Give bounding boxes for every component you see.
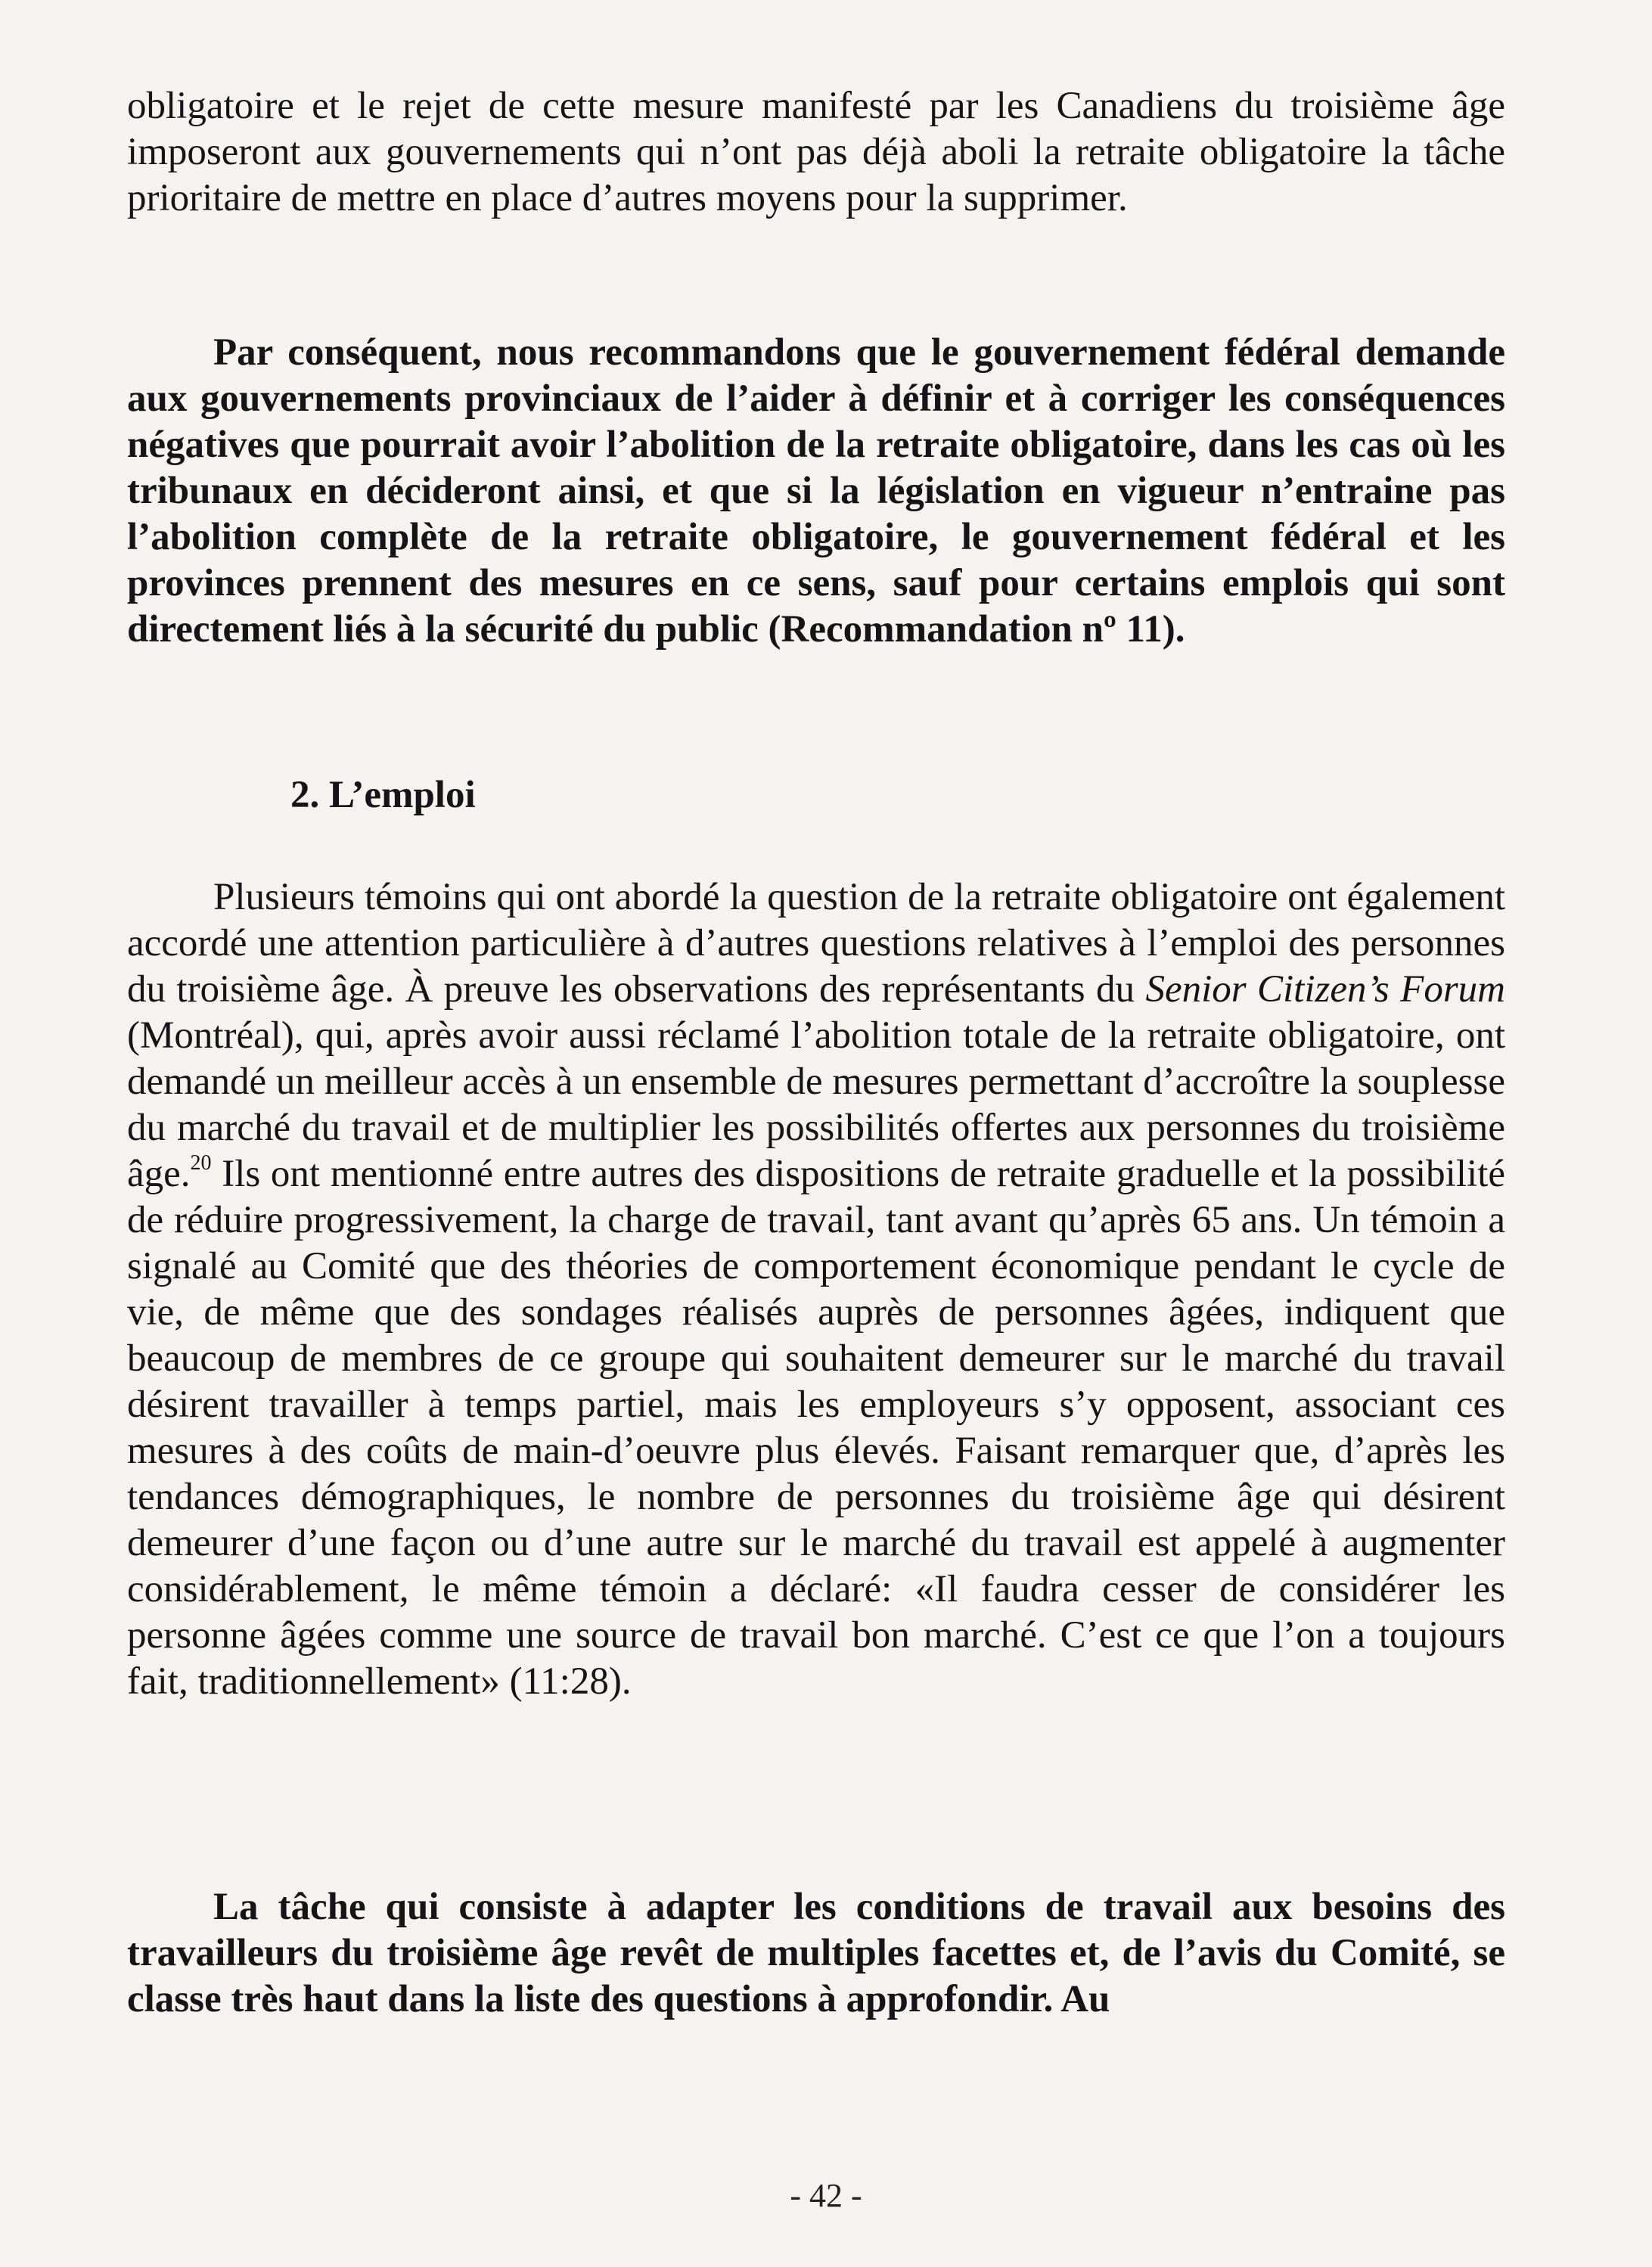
closing-bold-paragraph: La tâche qui consiste à adapter les conditions de travail aux besoins des travailleurs du troisième âge revêt de multiples facettes et, de l’avis du Comité, se classe très haut dans la liste des questions à approfondir. Au: [127, 1886, 1505, 2020]
paragraph-3-part-1: Plusieurs témoins qui ont abordé la question de la retraite obligatoire ont également accordé une attention particulière à d’autres questions relatives à l’emploi des personnes du troisième âge. À preuve les observations des représentants du: [127, 876, 1505, 1011]
paragraph-3-part-2: (Montréal), qui, après avoir aussi réclamé l’abolition totale de la retraite obligatoire, ont demandé un meilleur accès à un ensemble de mesures permettant d’accroître la souplesse du marché du travail et de multiplier les possibilités offertes aux personnes du troisième âge.: [127, 1014, 1505, 1195]
section-heading: 2. L’emploi: [290, 774, 476, 816]
footnote-reference: 20: [190, 1151, 212, 1175]
organization-name: Senior Citizen’s Forum: [1145, 968, 1505, 1011]
paragraph-3-part-3: Ils ont mentionné entre autres des dispositions de retraite graduelle et la possibilité de réduire progressivement, la charge de travail, tant avant qu’après 65 ans. Un témoin a signalé au Comité que des théories de comportement économique pendant le cycle de vie, de même que des sondages réalisés auprès de personnes âgées, indiquent que beaucoup de membres de ce groupe qui souhaitent demeurer sur le marché du travail désirent travailler à temps partiel, mais les employeurs s’y opposent, associant ces mesures à des coûts de main-d’oeuvre plus élevés. Faisant remarquer que, d’après les tendances démographiques, le nombre de personnes du troisième âge qui désirent demeurer d’une façon ou d’une autre sur le marché du travail est appelé à augmenter considérablement, le même témoin a déclaré: «Il faudra cesser de considérer les personne âgées comme une source de travail bon marché. C’est ce que l’on a toujours fait, traditionnellement» (11:28).: [127, 1153, 1505, 1703]
employment-paragraph: [127, 874, 1505, 1705]
page-number: - 42 -: [790, 2177, 862, 2214]
recommendation-paragraph: Par conséquent, nous recommandons que le gouvernement fédéral demande aux gouvernements provinciaux de l’aider à définir et à corriger les conséquences négatives que pourrait avoir l’abolition de la retraite obligatoire, dans les cas où les tribunaux en décideront ainsi, et que si la législation en vigueur n’entraine pas l’abolition complète de la retraite obligatoire, le gouvernement fédéral et les provinces prennent des mesures en ce sens, sauf pour certains emplois qui sont directement liés à la sécurité du public (Recommandation nº 11).: [127, 331, 1505, 651]
paragraph-continuation: obligatoire et le rejet de cette mesure manifesté par les Canadiens du troisième âge imposeront aux gouvernements qui n’ont pas déjà aboli la retraite obligatoire la tâche prioritaire de mettre en place d’autres moyens pour la supprimer.: [127, 85, 1505, 219]
